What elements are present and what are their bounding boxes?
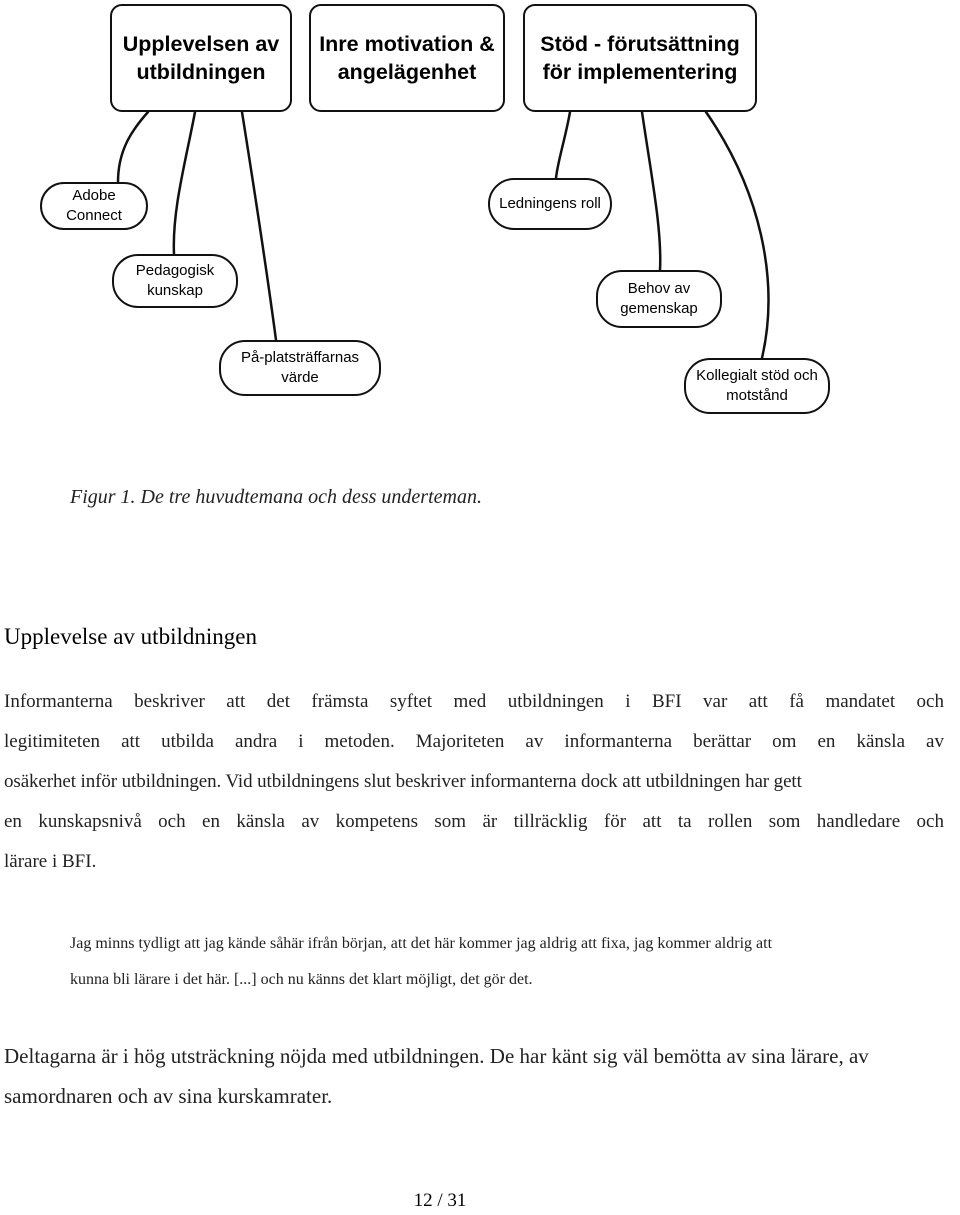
theme-box-experience (110, 4, 292, 112)
section-heading: Upplevelse av utbildningen (4, 624, 257, 649)
paragraph-line: legitimiteten att utbilda andra i metoden. Majoriteten av informanterna berättar om en känsla av (4, 731, 944, 752)
subtheme-community (596, 270, 722, 328)
theme-support-label: Stöd - förutsättning för implementering (540, 32, 740, 84)
quote-line: Jag minns tydligt att jag kände såhär ifrån början, att det här kommer jag aldrig att fixa, jag kommer aldrig att (70, 935, 773, 952)
subtheme-adobe-label: Adobe Connect (66, 187, 122, 224)
connector-support-collegial (706, 112, 768, 358)
closing-paragraph (4, 1036, 954, 1116)
paragraph-line: osäkerhet inför utbildningen. Vid utbildningens slut beskriver informanterna dock att utbildningen har gett (4, 771, 802, 792)
paragraph-line: Informanterna beskriver att det främsta syftet med utbildningen i BFI var att få mandatet och (4, 691, 944, 712)
thematic-diagram (0, 0, 960, 440)
figure-caption: Figur 1. De tre huvudtemana och dess underteman. (70, 486, 482, 508)
connector-experience-adobe (118, 112, 148, 182)
body-paragraph (4, 682, 944, 882)
subtheme-pedagogy (112, 254, 238, 308)
page-number: 12 / 31 (413, 1190, 467, 1211)
quote-line: kunna bli lärare i det här. [...] och nu känns det klart möjligt, det gör det. (70, 971, 533, 988)
subtheme-onsite (219, 340, 381, 396)
subtheme-adobe (40, 182, 148, 230)
paragraph-line: en kunskapsnivå och en känsla av kompetens som är tillräcklig för att ta rollen som handledare och (4, 811, 944, 832)
subtheme-collegial (684, 358, 830, 414)
theme-motivation-label: Inre motivation & angelägenhet (319, 32, 495, 84)
theme-box-support (523, 4, 757, 112)
theme-box-motivation (309, 4, 505, 112)
connector-support-community (642, 112, 660, 270)
paragraph-line: lärare i BFI. (4, 851, 97, 872)
connector-experience-onsite (242, 112, 276, 340)
closing-line: Deltagarna är i hög utsträckning nöjda med utbildningen. De har känt sig väl bemötta av sina lärare, av (4, 1044, 869, 1068)
connector-experience-pedagogy (174, 112, 195, 254)
theme-experience-label: Upplevelsen av utbildningen (122, 32, 280, 84)
subtheme-leadership (488, 178, 612, 230)
subtheme-collegial-label: Kollegialt stöd och motstånd (696, 367, 818, 404)
subtheme-leadership-label: Ledningens roll (499, 195, 601, 212)
subtheme-community-label: Behov av gemenskap (620, 280, 698, 317)
closing-line: samordnaren och av sina kurskamrater. (4, 1084, 333, 1108)
connector-support-leadership (556, 112, 570, 178)
subtheme-pedagogy-label: Pedagogisk kunskap (135, 262, 215, 299)
interview-quote (70, 926, 890, 998)
subtheme-onsite-label: På-platsträffarnas värde (240, 349, 360, 386)
